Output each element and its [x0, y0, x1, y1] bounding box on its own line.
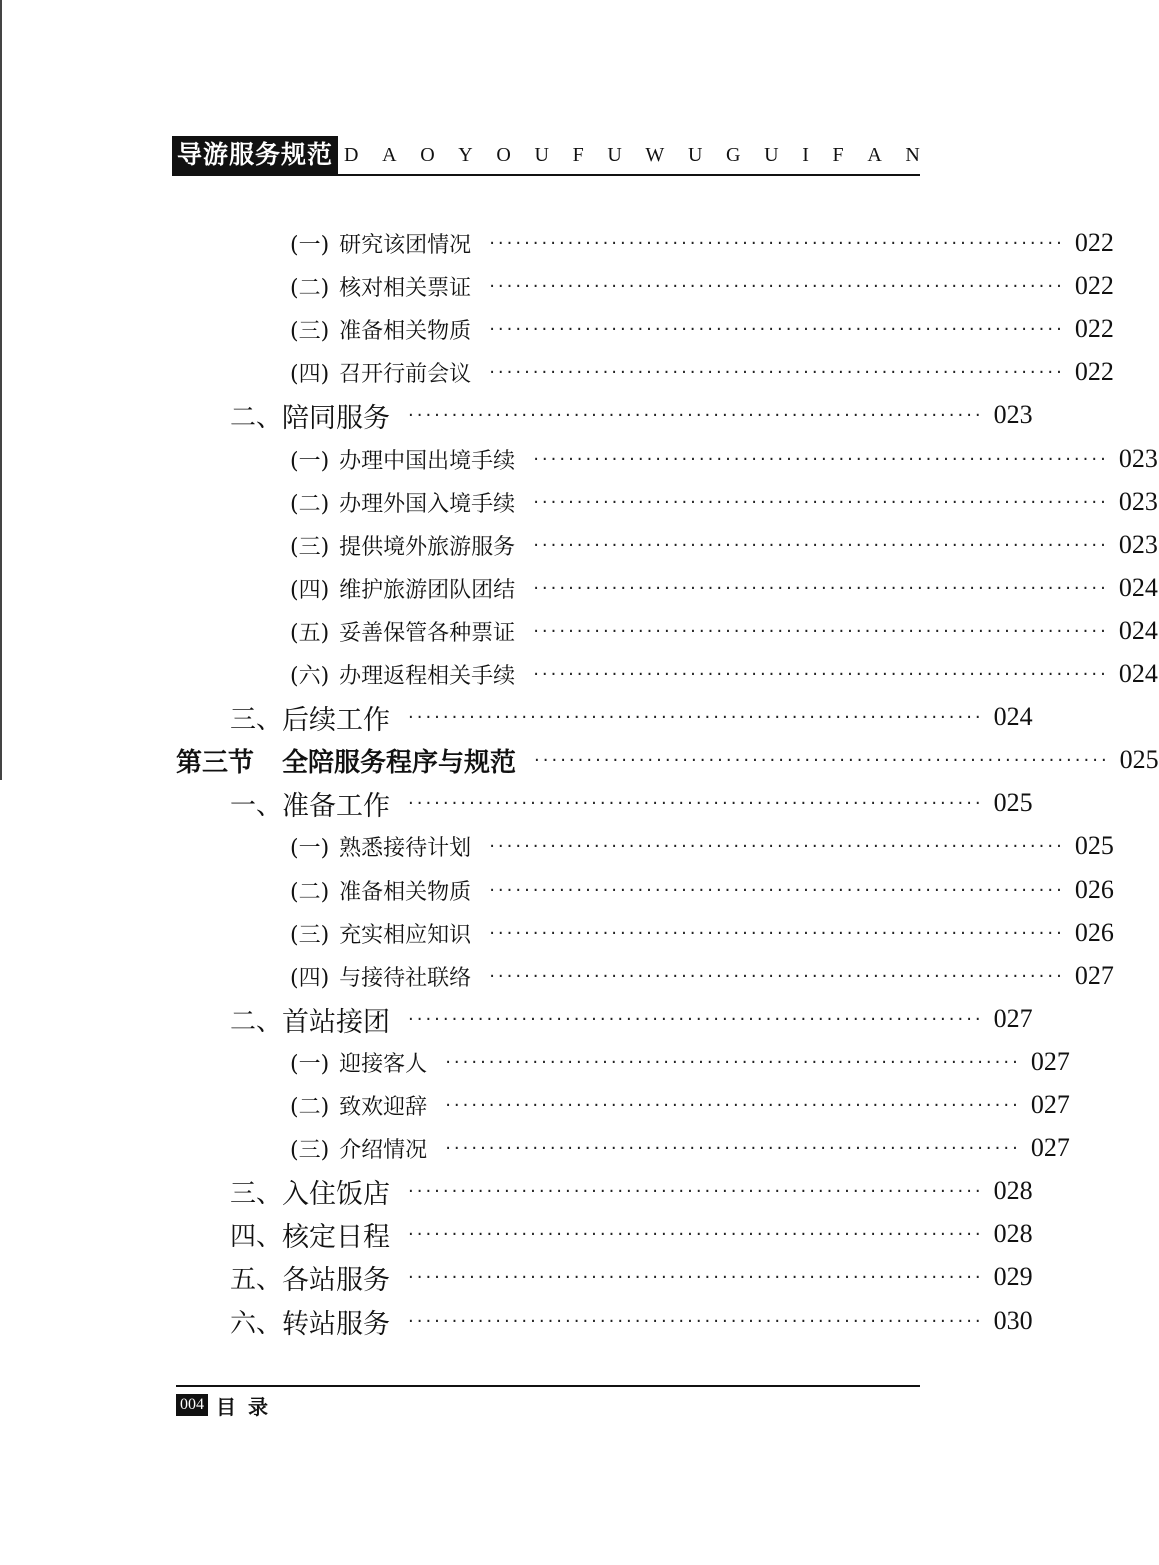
- toc-entry-title: 准备工作: [282, 790, 391, 822]
- toc-entry-title: 与接待社联络: [339, 965, 472, 991]
- toc-entry-title: 核定日程: [282, 1221, 391, 1253]
- toc-dot-leader: ··································································: [408, 1223, 984, 1245]
- toc-dot-leader: ··································································: [408, 1180, 984, 1202]
- toc-entry[interactable]: [290, 1041, 1070, 1083]
- header-pinyin-letter: F: [572, 143, 584, 166]
- header-title: 导游服务规范: [172, 136, 338, 174]
- toc-entry-number: 三、: [230, 1178, 283, 1209]
- toc-dot-leader: ··································································: [489, 922, 1065, 944]
- toc-entry[interactable]: [290, 1127, 1070, 1169]
- toc-entry-page: 025: [1119, 745, 1159, 774]
- toc-entry-title: 办理外国入境手续: [339, 491, 516, 517]
- toc-dot-leader: ··································································: [489, 232, 1065, 254]
- toc-entry-title: 准备相关物质: [339, 318, 472, 344]
- header-pinyin-letter: U: [534, 143, 549, 166]
- toc-entry-number: (二): [290, 275, 330, 301]
- toc-entry-page: 025: [993, 788, 1033, 817]
- toc-entry-title: 充实相应知识: [339, 922, 472, 948]
- toc-dot-leader: ··································································: [534, 749, 1110, 771]
- toc-dot-leader: ··································································: [445, 1051, 1021, 1073]
- toc-entry[interactable]: [230, 1256, 1033, 1298]
- toc-entry[interactable]: [290, 481, 1158, 523]
- toc-entry[interactable]: [230, 998, 1033, 1040]
- toc-entry[interactable]: [290, 524, 1158, 566]
- toc-entry-number: (一): [290, 232, 330, 258]
- toc-dot-leader: ··································································: [489, 361, 1065, 383]
- toc-entry[interactable]: [290, 265, 1114, 307]
- toc-entry-title: 致欢迎辞: [339, 1094, 428, 1120]
- toc-entry[interactable]: [290, 308, 1114, 350]
- header-pinyin-letter: A: [867, 143, 882, 166]
- toc-entry-title: 迎接客人: [339, 1051, 428, 1077]
- toc-entry-page: 023: [1118, 487, 1158, 516]
- header-pinyin-letter: W: [645, 143, 665, 166]
- running-header: [172, 136, 920, 176]
- toc-entry-page: 022: [1074, 314, 1114, 343]
- toc-dot-leader: ··································································: [408, 792, 984, 814]
- toc-entry-number: (四): [290, 577, 330, 603]
- toc-entry-number: (二): [290, 879, 330, 905]
- toc-entry[interactable]: [290, 351, 1114, 393]
- toc-dot-leader: ··································································: [533, 577, 1109, 599]
- header-pinyin: [344, 136, 920, 174]
- toc-entry-page: 024: [1118, 573, 1158, 602]
- header-pinyin-letter: I: [802, 143, 809, 166]
- toc-entry[interactable]: [290, 653, 1158, 695]
- header-rule: [172, 174, 920, 176]
- toc-entry-number: 六、: [230, 1308, 283, 1339]
- toc-dot-leader: ··································································: [533, 620, 1109, 642]
- toc-entry-number: (一): [290, 1051, 330, 1077]
- header-pinyin-letter: A: [382, 143, 397, 166]
- toc-entry[interactable]: [290, 869, 1114, 911]
- toc-entry-page: 024: [1118, 616, 1158, 645]
- scan-edge-line: [0, 0, 2, 780]
- toc-dot-leader: ··································································: [533, 534, 1109, 556]
- toc-entry[interactable]: [290, 825, 1114, 867]
- toc-entry-number: (一): [290, 835, 330, 861]
- header-pinyin-letter: F: [832, 143, 844, 166]
- toc-entry[interactable]: [230, 696, 1033, 738]
- toc-dot-leader: ··································································: [445, 1094, 1021, 1116]
- toc-entry-number: (四): [290, 965, 330, 991]
- toc-entry-title: 入住饭店: [282, 1178, 391, 1210]
- toc-dot-leader: ··································································: [408, 1310, 984, 1332]
- toc-entry-page: 027: [1074, 961, 1114, 990]
- toc-entry-title: 转站服务: [282, 1308, 391, 1340]
- toc-entry-number: (三): [290, 1137, 330, 1163]
- toc-entry[interactable]: [230, 1170, 1033, 1212]
- toc-entry[interactable]: [230, 782, 1033, 824]
- toc-entry[interactable]: [290, 955, 1114, 997]
- toc-dot-leader: ··································································: [489, 965, 1065, 987]
- toc-entry-page: 022: [1074, 357, 1114, 386]
- toc-entry-title: 全陪服务程序与规范: [282, 747, 517, 778]
- running-footer: [176, 1392, 280, 1418]
- toc-entry[interactable]: [290, 438, 1158, 480]
- toc-entry-number: (三): [290, 318, 330, 344]
- toc-dot-leader: ··································································: [533, 491, 1109, 513]
- toc-entry[interactable]: [290, 610, 1158, 652]
- footer-label: 目录: [216, 1394, 280, 1419]
- toc-entry[interactable]: [290, 567, 1158, 609]
- toc-dot-leader: ··································································: [533, 448, 1109, 470]
- toc-entry-number: 三、: [230, 704, 283, 735]
- toc-entry-number: (五): [290, 620, 330, 646]
- toc-entry-title: 介绍情况: [339, 1137, 428, 1163]
- toc-entry-page: 027: [1030, 1133, 1070, 1162]
- toc-entry-page: 022: [1074, 228, 1114, 257]
- toc-entry-number: (四): [290, 361, 330, 387]
- toc-entry-number: 二、: [230, 402, 283, 433]
- toc-entry-page: 026: [1074, 918, 1114, 947]
- toc-entry-page: 027: [1030, 1090, 1070, 1119]
- toc-entry[interactable]: [176, 739, 1159, 781]
- toc-entry[interactable]: [230, 394, 1033, 436]
- header-pinyin-letter: N: [905, 143, 920, 166]
- toc-entry-page: 023: [1118, 530, 1158, 559]
- toc-entry-number: 第三节: [176, 747, 255, 778]
- toc-entry-number: (二): [290, 491, 330, 517]
- toc-entry-title: 提供境外旅游服务: [339, 534, 516, 560]
- toc-entry-page: 025: [1074, 831, 1114, 860]
- toc-dot-leader: ··································································: [408, 706, 984, 728]
- toc-entry-title: 妥善保管各种票证: [339, 620, 516, 646]
- toc-entry-number: 二、: [230, 1006, 283, 1037]
- toc-entry-page: 022: [1074, 271, 1114, 300]
- toc-entry-number: 五、: [230, 1264, 283, 1295]
- toc-entry-page: 027: [1030, 1047, 1070, 1076]
- header-pinyin-letter: D: [344, 143, 359, 166]
- toc-entry-title: 办理返程相关手续: [339, 663, 516, 689]
- header-pinyin-letter: U: [607, 143, 622, 166]
- header-pinyin-letter: O: [496, 143, 511, 166]
- toc-entry-title: 各站服务: [282, 1264, 391, 1296]
- toc-dot-leader: ··································································: [408, 1008, 984, 1030]
- toc-entry-number: (二): [290, 1094, 330, 1120]
- toc-entry-page: 023: [993, 400, 1033, 429]
- toc-entry-title: 后续工作: [282, 704, 391, 736]
- toc-entry-number: (六): [290, 663, 330, 689]
- toc-entry-number: (三): [290, 922, 330, 948]
- toc-entry[interactable]: [290, 1084, 1070, 1126]
- footer-page-number: 004: [176, 1394, 208, 1416]
- toc-entry-title: 首站接团: [282, 1006, 391, 1038]
- toc-dot-leader: ··································································: [489, 835, 1065, 857]
- toc-entry-number: 四、: [230, 1221, 283, 1252]
- toc-entry-page: 024: [1118, 659, 1158, 688]
- toc-dot-leader: ··································································: [533, 663, 1109, 685]
- header-pinyin-letter: Y: [458, 143, 473, 166]
- toc-entry-title: 办理中国出境手续: [339, 448, 516, 474]
- toc-entry-number: (三): [290, 534, 330, 560]
- toc-entry[interactable]: [230, 1300, 1033, 1342]
- toc-dot-leader: ··································································: [489, 879, 1065, 901]
- toc-entry-number: 一、: [230, 790, 283, 821]
- toc-entry-page: 030: [993, 1306, 1033, 1335]
- toc-dot-leader: ··································································: [408, 404, 984, 426]
- toc-entry-title: 召开行前会议: [339, 361, 472, 387]
- header-pinyin-letter: O: [420, 143, 435, 166]
- toc-entry[interactable]: [230, 1213, 1033, 1255]
- toc-entry[interactable]: [290, 222, 1114, 264]
- toc-entry-title: 核对相关票证: [339, 275, 472, 301]
- toc-entry-title: 陪同服务: [282, 402, 391, 434]
- toc-dot-leader: ··································································: [489, 318, 1065, 340]
- toc-entry-title: 研究该团情况: [339, 232, 472, 258]
- footer-rule: [176, 1385, 920, 1387]
- toc-dot-leader: ··································································: [408, 1266, 984, 1288]
- toc-entry-page: 028: [993, 1219, 1033, 1248]
- toc-entry-title: 准备相关物质: [339, 879, 472, 905]
- toc-entry-number: (一): [290, 448, 330, 474]
- toc-dot-leader: ··································································: [445, 1137, 1021, 1159]
- toc-entry-page: 024: [993, 702, 1033, 731]
- toc-entry-page: 028: [993, 1176, 1033, 1205]
- toc-entry-page: 027: [993, 1004, 1033, 1033]
- header-pinyin-letter: U: [764, 143, 779, 166]
- toc-entry-page: 029: [993, 1262, 1033, 1291]
- toc-dot-leader: ··································································: [489, 275, 1065, 297]
- toc-entry-title: 维护旅游团队团结: [339, 577, 516, 603]
- header-pinyin-letter: G: [726, 143, 741, 166]
- toc-entry-page: 026: [1074, 875, 1114, 904]
- toc-entry-page: 023: [1118, 444, 1158, 473]
- toc-entry-title: 熟悉接待计划: [339, 835, 472, 861]
- toc-entry[interactable]: [290, 912, 1114, 954]
- header-pinyin-letter: U: [687, 143, 703, 166]
